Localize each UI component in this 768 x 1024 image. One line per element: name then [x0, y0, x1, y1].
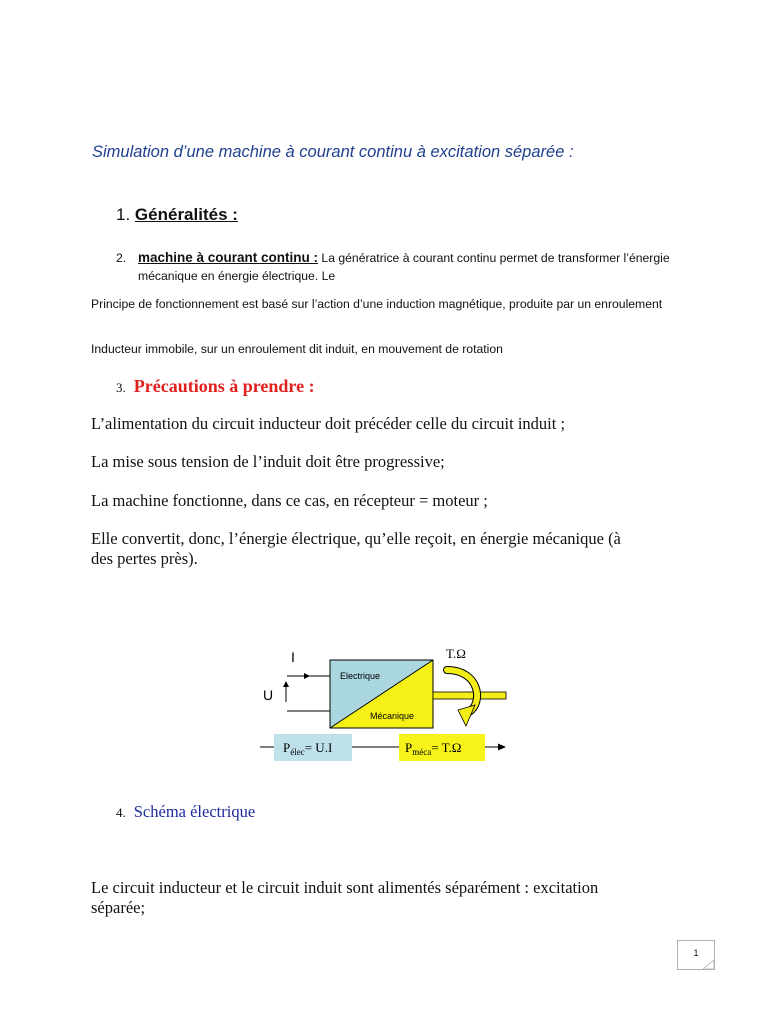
section-heading: Schéma électrique [133, 802, 256, 821]
precaution-line-3: La machine fonctionne, dans ce cas, en récepteur = moteur ; [91, 491, 488, 510]
section-number: 4. [116, 805, 126, 820]
section-heading: Précautions à prendre : [133, 376, 315, 396]
section-number: 1. [116, 205, 131, 224]
paragraph-inducteur: Inducteur immobile, sur un enroulement dit induit, en mouvement de rotation [91, 342, 503, 356]
voltage-arrow-head [283, 681, 289, 687]
section-generalites [116, 205, 238, 225]
section-number: 2. [116, 251, 127, 265]
precaution-line-2: La mise sous tension de l’induit doit être progressive; [91, 452, 445, 471]
section-precautions [116, 376, 315, 397]
label-U: U [263, 687, 274, 703]
section-machine-courant-continu [116, 249, 686, 285]
section-heading: machine à courant continu : [138, 250, 319, 265]
shaft [433, 692, 506, 699]
document-title: Simulation d’une machine à courant continu à excitation séparée : [92, 143, 574, 161]
section-body [138, 249, 686, 285]
paragraph-principe: Principe de fonctionnement est basé sur l’action d’une induction magnétique, produite par un enroulement [91, 297, 663, 311]
precaution-line-4: Elle convertit, donc, l’énergie électrique, qu’elle reçoit, en énergie mécanique (à des pertes près). [91, 529, 621, 568]
p-elec-formula: $P_{élec}= U.I$ [283, 740, 333, 757]
section-text: La génératrice à courant continu permet de transformer l’énergie mécanique en énergie électrique. Le [138, 251, 670, 283]
section-number: 3. [116, 380, 126, 395]
p-meca-formula: $P_{méca}= T.\Omega$ [405, 740, 462, 757]
label-electrique: Electrique [340, 671, 381, 681]
section-schema-electrique [116, 802, 255, 822]
rotation-arrow-head [458, 705, 475, 726]
section-heading: Généralités : [134, 205, 238, 224]
current-arrow-head [304, 673, 310, 679]
label-torque: T.Ω [446, 646, 466, 661]
label-mecanique: Mécanique [370, 711, 415, 721]
power-flow-arrow-head [498, 744, 506, 751]
page-fold-icon [703, 960, 714, 969]
label-I: I [291, 649, 295, 665]
precaution-line-1: L’alimentation du circuit inducteur doit précéder celle du circuit induit ; [91, 414, 566, 433]
page-number: 1 [677, 940, 715, 970]
energy-conversion-diagram [250, 640, 520, 770]
paragraph-excitation: Le circuit inducteur et le circuit induit sont alimentés séparément : excitation séparée; [91, 878, 599, 917]
